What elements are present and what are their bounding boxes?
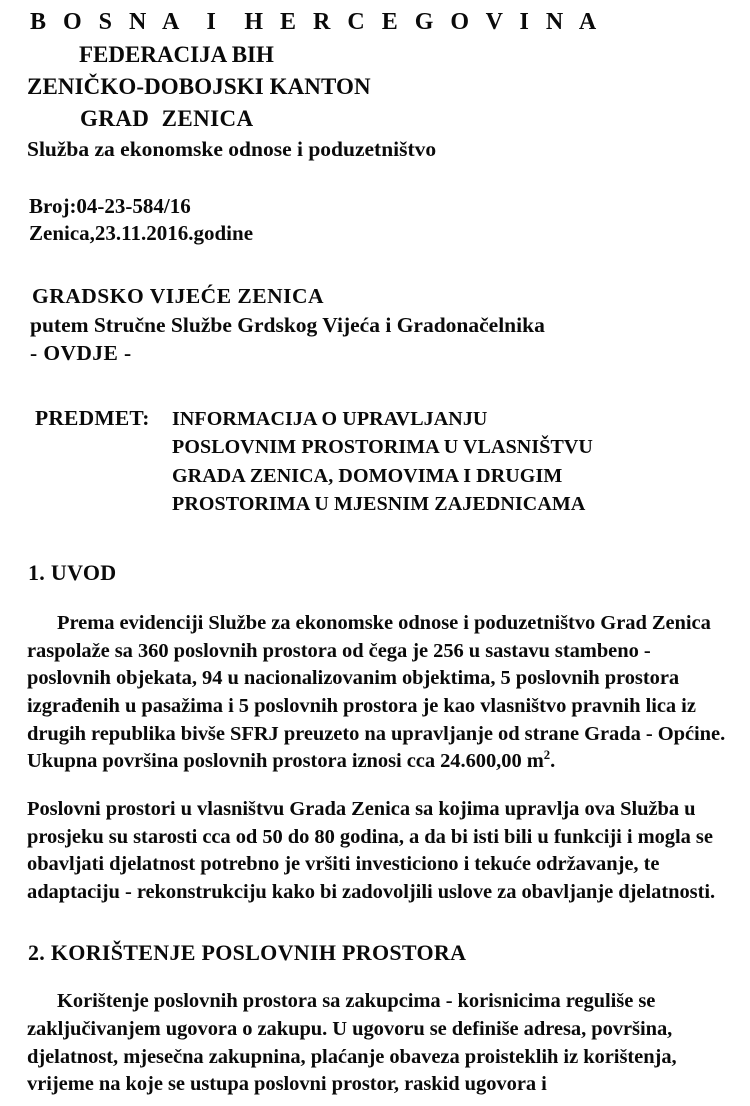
letterhead xyxy=(0,0,750,161)
letterhead-federation: FEDERACIJA BIH xyxy=(79,42,274,67)
reference-number: Broj:04-23-584/16 xyxy=(29,193,191,218)
subject-line: PROSTORIMA U MJESNIM ZAJEDNICAMA xyxy=(172,492,586,515)
addressee-title: GRADSKO VIJEĆE ZENICA xyxy=(32,283,325,308)
paragraph-text: Prema evidenciji Službe za ekonomske odnose i poduzetništvo Grad Zenica raspolaže sa 360 poslovnih prostora od čega je 256 u sastavu stambeno - poslovnih objekata, 94 u nacionalizovanim objektima, 5 poslovnih prostora izgrađenih u pasažima i 5 poslovnih prostora je kao vlasništvo pravnih lica iz drugih republika bivše SFRJ preuzeto na upravljanje od strane Grada - Općine. Ukupna površina poslovnih prostora iznosi cca 24.600,00 m xyxy=(27,612,726,773)
letterhead-country: B O S N A I H E R C E G O V I N A xyxy=(30,9,602,35)
superscript-square: 2 xyxy=(543,748,551,763)
subject-line: INFORMACIJA O UPRAVLJANJU xyxy=(172,407,488,430)
subject-line: GRADA ZENICA, DOMOVIMA I DRUGIM xyxy=(172,464,563,487)
subject-label: PREDMET: xyxy=(35,405,150,430)
reference-place-date: Zenica,23.11.2016.godine xyxy=(29,221,254,246)
section-heading-koristenje: 2. KORIŠTENJE POSLOVNIH PROSTORA xyxy=(28,940,467,966)
addressee-block xyxy=(0,282,750,368)
paragraph: Poslovni prostori u vlasništvu Grada Zenica sa kojima upravlja ova Služba u prosjeku su starosti cca od 50 do 80 godina, a da bi isti bili u funkciji i mogla se obavljati djelatnost potrebno je vršiti investiciono i tekuće održavanje, te adaptaciju - rekonstrukciju kako bi zadovoljili uslove za obavljanje djelatnosti. xyxy=(27,798,716,903)
subject-lines xyxy=(172,405,750,519)
letterhead-department: Služba za ekonomske odnose i poduzetništvo xyxy=(27,137,437,161)
section-heading-uvod: 1. UVOD xyxy=(28,560,117,586)
addressee-here: - OVDJE - xyxy=(30,341,132,366)
subject-block xyxy=(0,403,750,519)
addressee-via: putem Stručne Službe Grdskog Vijeća i Gradonačelnika xyxy=(30,312,545,337)
subject-line: POSLOVNIM PROSTORIMA U VLASNIŠTVU xyxy=(172,436,593,459)
reference-block xyxy=(29,193,750,248)
letterhead-canton: ZENIČKO-DOBOJSKI KANTON xyxy=(27,74,371,99)
paragraph-text-suffix: . xyxy=(550,750,556,773)
letterhead-city: GRAD ZENICA xyxy=(80,106,254,131)
paragraph xyxy=(27,610,732,775)
paragraph: Korištenje poslovnih prostora sa zakupcima - korisnicima reguliše se zaključivanjem ugovora o zakupu. U ugovoru se definiše adresa, površina, djelatnost, mjesečna zakupnina, plaćanje obaveza proisteklih iz korištenja, vrijeme na koje se ustupa poslovni prostor, raskid ugovora i xyxy=(27,990,677,1096)
